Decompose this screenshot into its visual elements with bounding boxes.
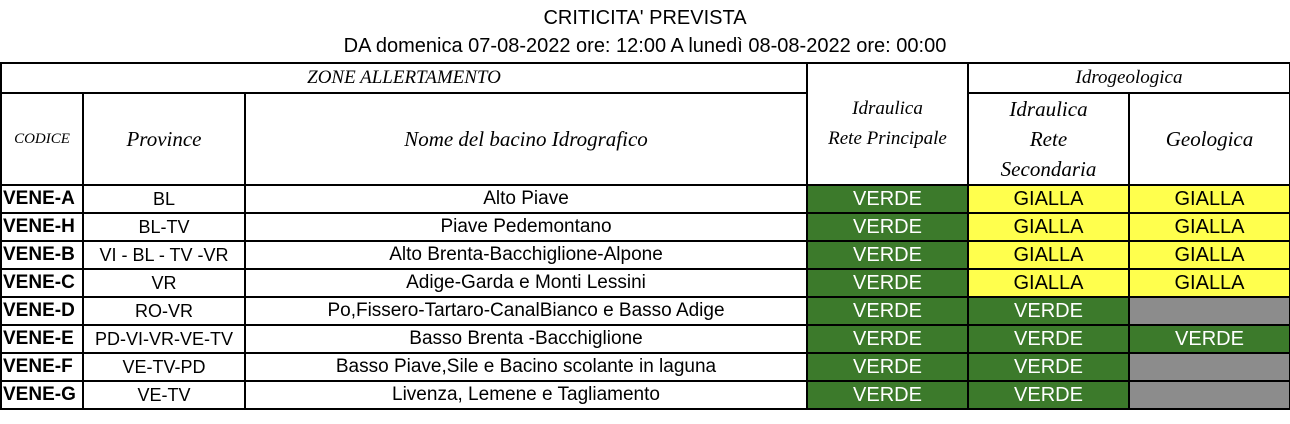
header-row-groups	[1, 63, 1290, 93]
geologica-level: GIALLA	[1129, 185, 1290, 213]
zone-basin: Livenza, Lemene e Tagliamento	[245, 381, 807, 409]
idraulica-principale-level: VERDE	[807, 269, 968, 297]
zone-province: BL	[83, 185, 245, 213]
idraulica-secondaria-level: VERDE	[968, 381, 1129, 409]
idraulica-principale-level: VERDE	[807, 213, 968, 241]
zone-code: VENE-G	[1, 381, 83, 409]
table-row	[1, 213, 1290, 241]
table-row	[1, 185, 1290, 213]
idraulica-principale-level: VERDE	[807, 325, 968, 353]
idraulica-principale-level: VERDE	[807, 297, 968, 325]
zone-code: VENE-D	[1, 297, 83, 325]
codice-header: CODICE	[1, 93, 83, 185]
table-row	[1, 241, 1290, 269]
idraulica-principale-level: VERDE	[807, 241, 968, 269]
zone-basin: Piave Pedemontano	[245, 213, 807, 241]
idraulica-secondaria-header-line1: Idraulica	[1009, 97, 1088, 121]
zone-basin: Alto Brenta-Bacchiglione-Alpone	[245, 241, 807, 269]
geologica-level: GIALLA	[1129, 241, 1290, 269]
geologica-level	[1129, 353, 1290, 381]
zone-province: RO-VR	[83, 297, 245, 325]
idraulica-principale-level: VERDE	[807, 353, 968, 381]
zone-basin: Adige-Garda e Monti Lessini	[245, 269, 807, 297]
idraulica-principale-header	[807, 63, 968, 185]
zone-code: VENE-F	[1, 353, 83, 381]
zone-basin: Basso Brenta -Bacchiglione	[245, 325, 807, 353]
idraulica-principale-level: VERDE	[807, 381, 968, 409]
forecast-period: DA domenica 07-08-2022 ore: 12:00 A lunedì 08-08-2022 ore: 00:00	[343, 35, 947, 57]
idraulica-secondaria-level: VERDE	[968, 353, 1129, 381]
geologica-level: GIALLA	[1129, 213, 1290, 241]
page-title: CRITICITA' PREVISTA	[543, 7, 747, 29]
geologica-level	[1129, 381, 1290, 409]
geologica-level	[1129, 297, 1290, 325]
zone-code: VENE-C	[1, 269, 83, 297]
zone-code: VENE-H	[1, 213, 83, 241]
header-row-columns	[1, 93, 1290, 185]
table-row	[1, 269, 1290, 297]
idraulica-secondaria-level: GIALLA	[968, 241, 1129, 269]
zone-basin: Alto Piave	[245, 185, 807, 213]
zone-allertamento-header: ZONE ALLERTAMENTO	[1, 63, 807, 93]
bacino-header: Nome del bacino Idrografico	[245, 93, 807, 185]
zone-code: VENE-A	[1, 185, 83, 213]
idraulica-secondaria-level: GIALLA	[968, 185, 1129, 213]
zone-province: VI - BL - TV -VR	[83, 241, 245, 269]
idraulica-secondaria-level: GIALLA	[968, 213, 1129, 241]
idraulica-secondaria-level: VERDE	[968, 325, 1129, 353]
idraulica-secondaria-header-line2: Rete	[1029, 127, 1068, 151]
table-row	[1, 325, 1290, 353]
idraulica-principale-level: VERDE	[807, 185, 968, 213]
table-row	[1, 353, 1290, 381]
zone-code: VENE-B	[1, 241, 83, 269]
criticality-table	[0, 62, 1290, 410]
zone-basin: Basso Piave,Sile e Bacino scolante in laguna	[245, 353, 807, 381]
geologica-level: VERDE	[1129, 325, 1290, 353]
province-header: Province	[83, 93, 245, 185]
idraulica-secondaria-level: GIALLA	[968, 269, 1129, 297]
idraulica-principale-header-line2: Rete Principale	[828, 128, 947, 149]
idraulica-secondaria-header	[968, 93, 1129, 185]
zone-province: VE-TV	[83, 381, 245, 409]
zone-code: VENE-E	[1, 325, 83, 353]
idraulica-principale-header-line1: Idraulica	[852, 98, 923, 119]
idraulica-secondaria-level: VERDE	[968, 297, 1129, 325]
geologica-level: GIALLA	[1129, 269, 1290, 297]
idraulica-secondaria-header-line3: Secondaria	[1000, 157, 1097, 181]
idrogeologica-header: Idrogeologica	[968, 63, 1290, 93]
geologica-header: Geologica	[1129, 93, 1290, 185]
zone-province: VR	[83, 269, 245, 297]
table-row	[1, 381, 1290, 409]
zone-province: VE-TV-PD	[83, 353, 245, 381]
zone-basin: Po,Fissero-Tartaro-CanalBianco e Basso Adige	[245, 297, 807, 325]
table-row	[1, 297, 1290, 325]
zone-province: PD-VI-VR-VE-TV	[83, 325, 245, 353]
zone-province: BL-TV	[83, 213, 245, 241]
